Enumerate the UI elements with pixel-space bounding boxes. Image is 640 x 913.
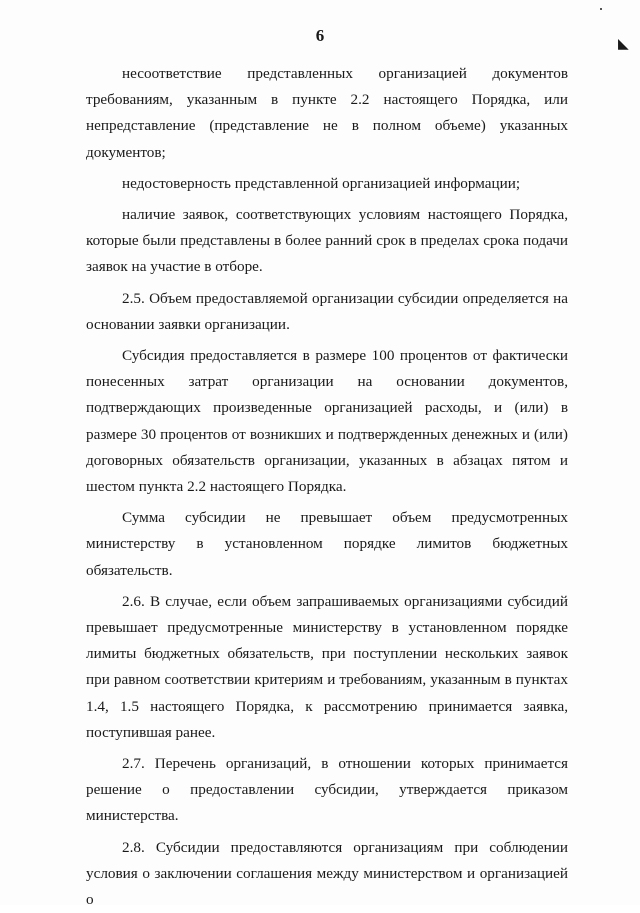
paragraph-earlier-applications: наличие заявок, соответствующих условиям настоящего Порядка, которые были представлены в более ранний срок в пределах срока подачи заявок на участие в отборе. <box>86 206 568 276</box>
paragraph-unreliability: недостоверность представленной организацией информации; <box>122 174 521 192</box>
paragraph-2-8: 2.8. Субсидии предоставляются организациям при соблюдении условия о заключении соглашения между министерством и организацией о <box>86 838 568 909</box>
paragraph-nonconformity: несоответствие представленных организацией документов требованиям, указанным в пункте 2.2 настоящего Порядка, или непредставление (представление не в полном объеме) указанных документов; <box>86 65 568 161</box>
paragraph-subsidy-size: Субсидия предоставляется в размере 100 процентов от фактически понесенных затрат организации на основании документов, подтверждающих произведенные организацией расходы, и (или) в размере 30 процентов от возникших и подтвержденных денежных и (или) договорных обязательств организации, указанных в абзацах пятом и шестом пункта 2.2 настоящего Порядка. <box>86 347 568 496</box>
paragraph-2-5: 2.5. Объем предоставляемой организации субсидии определяется на основании заявки организации. <box>86 289 568 333</box>
corner-mark: ◣ <box>618 37 629 52</box>
scan-speck <box>600 8 602 10</box>
paragraph-2-7: 2.7. Перечень организаций, в отношении которых принимается решение о предоставлении субсидии, утверждается приказом министерства. <box>86 755 568 825</box>
paragraph-subsidy-limit: Сумма субсидии не превышает объем предусмотренных министерству в установленном порядке лимитов бюджетных обязательств. <box>86 509 568 579</box>
paragraph-2-6: 2.6. В случае, если объем запрашиваемых организациями субсидий превышает предусмотренные министерству в установленном порядке лимиты бюджетных обязательств, при поступлении нескольких заявок при равном соответствии критериям и требованиям, указанным в пунктах 1.4, 1.5 настоящего Порядка, к рассмотрению принимается заявка, поступившая ранее. <box>86 592 568 741</box>
document-body <box>86 61 568 913</box>
page-number: 6 <box>315 26 325 45</box>
